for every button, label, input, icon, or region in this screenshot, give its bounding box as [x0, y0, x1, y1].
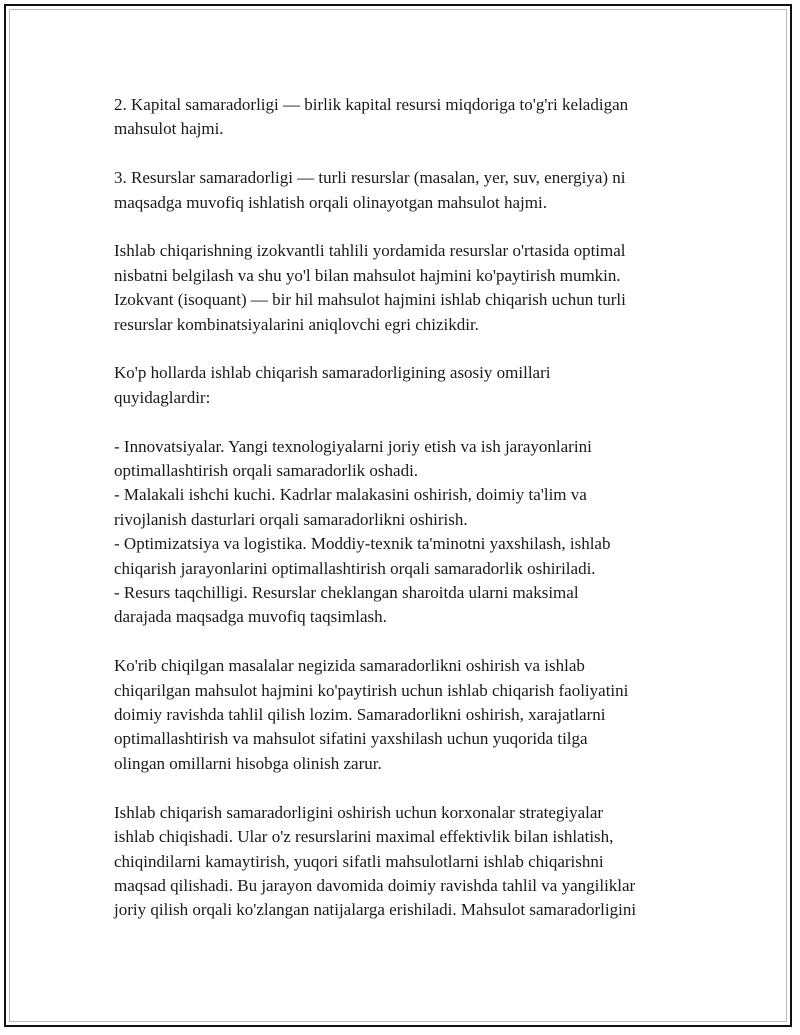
list-item-line: - Innovatsiyalar. Yangi texnologiyalarni joriy etish va ish jarayonlarini [114, 436, 592, 456]
text-line: Ishlab chiqarishning izokvantli tahlili yordamida resurslar o'rtasida optimal [114, 241, 626, 261]
paragraph-enterprise-strategies [114, 801, 694, 923]
text-line: quyidaglardir: [114, 387, 211, 407]
paragraph-isoquant [114, 239, 694, 337]
text-line: mahsulot hajmi. [114, 119, 224, 139]
list-item-line: - Malakali ishchi kuchi. Kadrlar malakasini oshirish, doimiy ta'lim va [114, 485, 587, 505]
text-line: nisbatni belgilash va shu yo'l bilan mahsulot hajmini ko'paytirish mumkin. [114, 265, 621, 285]
text-line: 2. Kapital samaradorligi — birlik kapital resursi miqdoriga to'g'ri keladigan [114, 95, 629, 114]
text-line: Ishlab chiqarish samaradorligini oshirish uchun korxonalar strategiyalar [114, 802, 604, 822]
list-item-line: chiqarish jarayonlarini optimallashtirish orqali samaradorlik oshiriladi. [114, 558, 596, 578]
text-line: Izokvant (isoquant) — bir hil mahsulot hajmini ishlab chiqarish uchun turli [114, 290, 626, 310]
text-line: ishlab chiqishadi. Ular o'z resurslarini maximal effektivlik bilan ishlatish, [114, 827, 614, 847]
text-line: doimiy ravishda tahlil qilish lozim. Samaradorlikni oshirish, xarajatlarni [114, 705, 606, 725]
text-line: Ko'rib chiqilgan masalalar negizida samaradorlikni oshirish va ishlab [114, 656, 585, 676]
text-line: optimallashtirish va mahsulot sifatini yaxshilash uchun yuqorida tilga [114, 729, 588, 749]
paragraph-capital-productivity [114, 93, 694, 142]
text-line: chiqindilarni kamaytirish, yuqori sifatli mahsulotlarni ishlab chiqarishni [114, 851, 604, 871]
list-item-line: darajada maqsadga muvofiq taqsimlash. [114, 607, 387, 627]
text-line: resurslar kombinatsiyalarini aniqlovchi egri chizikdir. [114, 314, 479, 334]
text-line: maqsad qilishadi. Bu jarayon davomida doimiy ravishda tahlil va yangiliklar [114, 875, 636, 895]
paragraph-factors-list [114, 435, 694, 630]
paragraph-resource-productivity [114, 166, 694, 215]
text-line: joriy qilish orqali ko'zlangan natijalarga erishiladi. Mahsulot samaradorligini [114, 900, 637, 920]
text-line: Ko'p hollarda ishlab chiqarish samaradorligining asosiy omillari [114, 363, 551, 383]
document-body [114, 93, 694, 947]
text-line: chiqarilgan mahsulot hajmini ko'paytirish uchun ishlab chiqarish faoliyatini [114, 680, 629, 700]
list-item-line: - Resurs taqchilligi. Resurslar cheklangan sharoitda ularni maksimal [114, 583, 579, 603]
paragraph-analysis-conclusion [114, 654, 694, 776]
text-line: maqsadga muvofiq ishlatish orqali olinayotgan mahsulot hajmi. [114, 192, 547, 212]
text-line: olingan omillarni hisobga olinish zarur. [114, 753, 382, 773]
text-line: 3. Resurslar samaradorligi — turli resurslar (masalan, yer, suv, energiya) ni [114, 168, 626, 188]
list-item-line: optimallashtirish orqali samaradorlik oshadi. [114, 461, 419, 481]
list-item-line: rivojlanish dasturlari orqali samaradorlikni oshirish. [114, 509, 468, 529]
list-item-line: - Optimizatsiya va logistika. Moddiy-texnik ta'minotni yaxshilash, ishlab [114, 534, 611, 554]
paragraph-main-factors-intro [114, 361, 694, 410]
